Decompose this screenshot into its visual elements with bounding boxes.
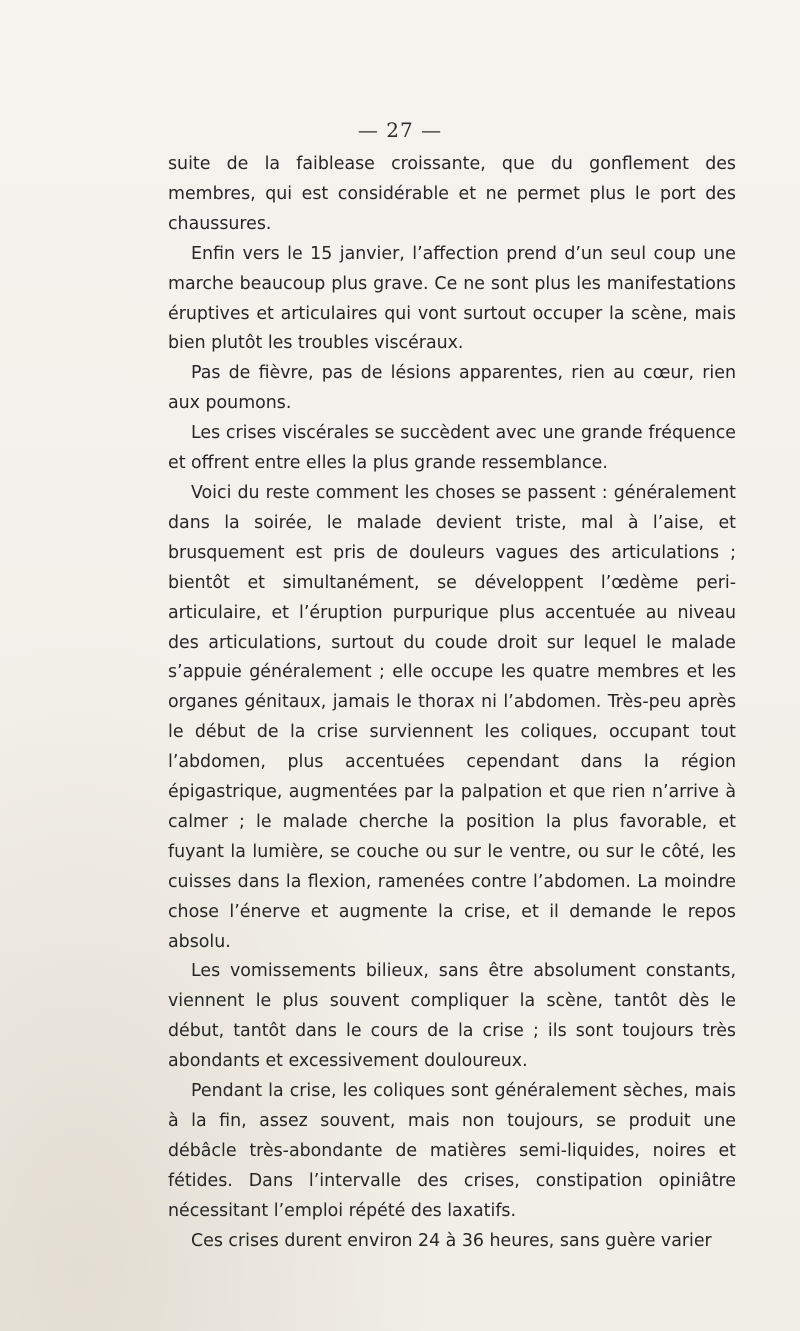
paragraph: Voici du reste comment les choses se passent : généralement dans la soirée, le malade devient triste, mal à l’aise, et brusquement est pris de douleurs vagues des articulations ; bientôt et simultanément, se développent l’œdème peri-articulaire, et l’éruption purpurique plus accentuée au niveau des articulations, surtout du coude droit sur lequel le malade s’appuie généralement ; elle occupe les quatre membres et les organes génitaux, jamais le thorax ni l’abdomen. Très-peu après le début de la crise surviennent les coliques, occupant tout l’abdomen, plus accentuées cependant dans la région épigastrique, augmentées par la palpation et que rien n’arrive à calmer ; le malade cherche la position la plus favorable, et fuyant la lumière, se couche ou sur le ventre, ou sur le côté, les cuisses dans la flexion, ramenées contre l’abdomen. La moindre chose l’énerve et augmente la crise, et il demande le repos absolu.	[168, 482, 736, 952]
paragraph: Pendant la crise, les coliques sont généralement sèches, mais à la fin, assez souvent, mais non toujours, se produit une débâcle très-abondante de matières semi-liquides, noires et fétides. Dans l’intervalle des crises, constipation opiniâtre nécessitant l’emploi répété des laxatifs.	[168, 1081, 736, 1221]
page-number: — 27 —	[357, 118, 443, 142]
paragraph: Pas de fièvre, pas de lésions apparentes, rien au cœur, rien aux poumons.	[168, 363, 736, 414]
paragraph: suite de la faiblease croissante, que du gonflement des membres, qui est considérable et ne permet plus le port des chaussures.	[168, 154, 736, 234]
paragraph: Ces crises durent environ 24 à 36 heures, sans guère varier	[191, 1230, 712, 1251]
paragraph: Les crises viscérales se succèdent avec une grande fréquence et offrent entre elles la plus grande ressemblance.	[168, 423, 736, 474]
paragraph: Les vomissements bilieux, sans être absolument constants, viennent le plus souvent compliquer la scène, tantôt dès le début, tantôt dans le cours de la crise ; ils sont toujours très abondants et excessivement douloureux.	[168, 961, 736, 1072]
paragraph: Enfin vers le 15 janvier, l’affection prend d’un seul coup une marche beaucoup plus grave. Ce ne sont plus les manifestations éruptives et articulaires qui vont surtout occuper la scène, mais bien plutôt les troubles viscéraux.	[168, 243, 736, 354]
body-text	[168, 150, 736, 1257]
